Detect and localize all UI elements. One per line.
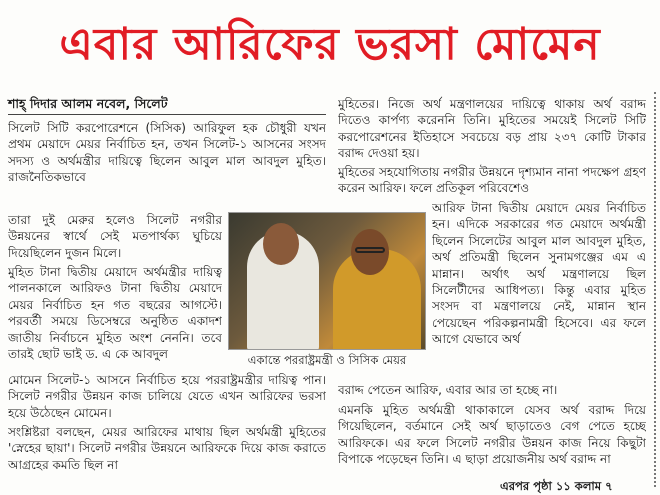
right-paragraph-2-end: বরাদ্দ পেতেন আরিফ, এবার আর তা হচ্ছে না। xyxy=(338,383,558,397)
left-paragraph-1: সিলেট সিটি করপোরেশনে (সিসিক) আরিফুল হক চৌধুরী যখন প্রথম মেয়াদে মেয়র নির্বাচিত হন, তখন সিলেট-১ আসনের সংসদ সদস্য ও অর্থমন্ত্রীর দায়িত্বে ছিলেন আবুল মাল আবদুল মুহিত। রাজনৈতিকভাবে xyxy=(8,121,326,185)
left-paragraph-1-continued: তারা দুই মেরুর হলেও সিলেট নগরীর উন্নয়নের স্বার্থে সেই মতপার্থক্য ঘুচিয়ে দিয়েছিলেন দুজন মিলে। xyxy=(8,213,222,260)
column-border xyxy=(654,92,656,487)
left-paragraph-2: মুহিত টানা দ্বিতীয় মেয়াদে অর্থমন্ত্রীর দায়িত্ব পালনকালে আরিফও টানা দ্বিতীয় মেয়াদে মেয়র নির্বাচিত হন গত বছরের আগস্টে। পরবর্তী সময়ে ডিসেম্বরে অনুষ্ঠিত একাদশ জাতীয় নির্বাচনে মুহিত অংশ নেননি। তবে তারই ছোট ভাই ড. এ কে আবদুল xyxy=(8,265,222,362)
photo-head-left xyxy=(263,223,299,265)
continuation-note: এরপর পৃষ্ঠা ১১ কলাম ৭ xyxy=(500,479,613,493)
headline: এবার আরিফের ভরসা মোমেন xyxy=(59,19,601,70)
right-paragraph-1: মুহিতের। নিজে অর্থ মন্ত্রণালয়ের দায়িত্বে থাকায় অর্থ বরাদ্দ দিতেও কার্পণ্য করেননি তিনি। মুহিতের সময়েই সিলেট সিটি করপোরেশনের ইতিহাসে সবচেয়ে বড় প্রায় ২৩৭ কোটি টাকার বরাদ্দ দেওয়া হয়। xyxy=(338,97,646,161)
byline: শাহ্ দিদার আলম নবেল, সিলেট xyxy=(8,96,168,111)
right-paragraph-2-continued: আরিফ টানা দ্বিতীয় মেয়াদে মেয়র নির্বাচিত হন। এদিকে সরকারের গত মেয়াদে অর্থমন্ত্রী ছিলেন সিলেটের আবুল মাল আবদুল মুহিত, অর্থ প্রতিমন্ত্রী ছিলেন সুনামগঞ্জের এম এ মান্নান। অর্থাৎ অর্থ মন্ত্রণালয়ে ছিল সিলেটীদের আধিপত্য। কিন্তু এবার মুহিত সংসদ বা মন্ত্রণালয়ে নেই, মান্নান স্থান পেয়েছেন পরিকল্পনামন্ত্রী হিসেবে। এর ফলে আগে যেভাবে অর্থ xyxy=(432,201,646,347)
left-paragraph-2-continued: মোমেন সিলেট-১ আসনে নির্বাচিত হয়ে পররাষ্ট্রমন্ত্রীর দায়িত্ব পান। সিলেট নগরীর উন্নয়ন কাজ চালিয়ে যেতে এখন আরিফের ভরসা হয়ে উঠেছেন মোমেন। xyxy=(8,373,326,420)
photo-glasses xyxy=(355,247,385,253)
left-paragraph-3: সংশ্লিষ্টরা বলছেন, মেয়র আরিফের মাথায় ছিল অর্থমন্ত্রী মুহিতের 'স্নেহের ছায়া'। সিলেট নগরীর উন্নয়নে আরিফকে দিয়ে কাজ করাতে আগ্রহের কমতি ছিল না xyxy=(8,425,326,472)
byline-divider xyxy=(8,114,326,115)
photo-caption: একান্তে পররাষ্ট্রমন্ত্রী ও সিসিক মেয়র xyxy=(247,353,407,367)
right-paragraph-2: মুহিতের সহযোগিতায় নগরীর উন্নয়নে দৃশ্যমান নানা পদক্ষেপ গ্রহণ করেন আরিফ। ফলে প্রতিকূল পরিবেশেও xyxy=(338,165,646,196)
news-photo xyxy=(228,212,426,350)
right-paragraph-3: এমনকি মুহিত অর্থমন্ত্রী থাকাকালে যেসব অর্থ বরাদ্দ দিয়ে গিয়েছিলেন, বর্তমানে সেই অর্থ ছাড়াতেও বেগ পেতে হচ্ছে আরিফকে। এর ফলে সিলেট নগরীর উন্নয়ন কাজ নিয়ে কিছুটা বিপাকে পড়েছেন তিনি। এ ছাড়া প্রয়োজনীয় অর্থ বরাদ্দ না xyxy=(338,403,646,467)
